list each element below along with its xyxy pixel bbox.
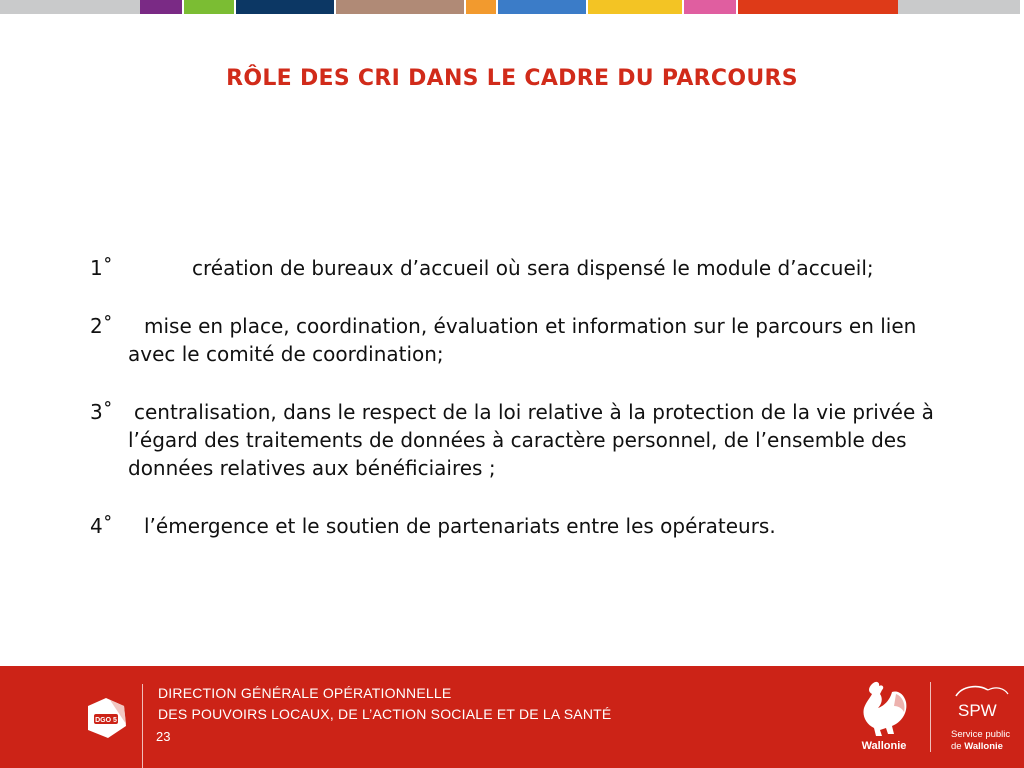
color-segment (236, 0, 334, 14)
direction-line2: DES POUVOIRS LOCAUX, DE L’ACTION SOCIALE ET DE LA SANTÉ (158, 706, 612, 722)
item-text: centralisation, dans le respect de la loi relative à la protection de la vie privée à l’égard des traitements de données à caractère personnel, de l’ensemble des données relatives aux bénéficiaires ; (128, 400, 934, 480)
dgo-logo-label: DGO 5 (95, 717, 117, 724)
color-segment (0, 0, 140, 14)
list-item (90, 312, 970, 368)
direction-line1: DIRECTION GÉNÉRALE OPÉRATIONNELLE (158, 685, 452, 701)
color-segment (140, 0, 182, 14)
item-number: 1˚ (90, 256, 113, 280)
color-segment (336, 0, 464, 14)
color-strip (0, 0, 1024, 14)
list-item (90, 398, 970, 482)
spw-wallonie-bold: Wallonie (964, 741, 1003, 752)
color-segment (738, 0, 898, 14)
footer-divider (142, 684, 143, 768)
slide-title: RÔLE DES CRI DANS LE CADRE DU PARCOURS (226, 66, 798, 91)
list-item (90, 512, 970, 540)
color-segment (684, 0, 736, 14)
color-segment (498, 0, 586, 14)
list-item (90, 254, 970, 282)
color-segment (466, 0, 496, 14)
footer-divider (930, 682, 931, 752)
item-text: création de bureaux d’accueil où sera dispensé le module d’accueil; (192, 256, 874, 280)
wallonie-label: Wallonie (861, 740, 907, 752)
wallonie-rooster-icon (852, 678, 914, 738)
color-segment (184, 0, 234, 14)
item-number: 3˚ (90, 400, 113, 424)
item-number: 2˚ (90, 314, 113, 338)
spw-logo-icon (948, 682, 1012, 722)
footer-bar (0, 666, 1024, 768)
item-text: l’émergence et le soutien de partenariats entre les opérateurs. (144, 514, 776, 538)
item-text: mise en place, coordination, évaluation et information sur le parcours en lien avec le comité de coordination; (128, 314, 917, 366)
item-number: 4˚ (90, 514, 113, 538)
page-number: 23 (156, 729, 171, 744)
spw-logo-label: SPW (958, 701, 997, 720)
spw-prefix: de (951, 741, 965, 752)
color-segment (898, 0, 1020, 14)
dgo5-logo-icon (82, 690, 130, 742)
numbered-list (90, 254, 970, 540)
spw-wallonie-line (951, 741, 1003, 752)
color-segment (588, 0, 682, 14)
spw-service-line: Service public (951, 729, 1011, 740)
